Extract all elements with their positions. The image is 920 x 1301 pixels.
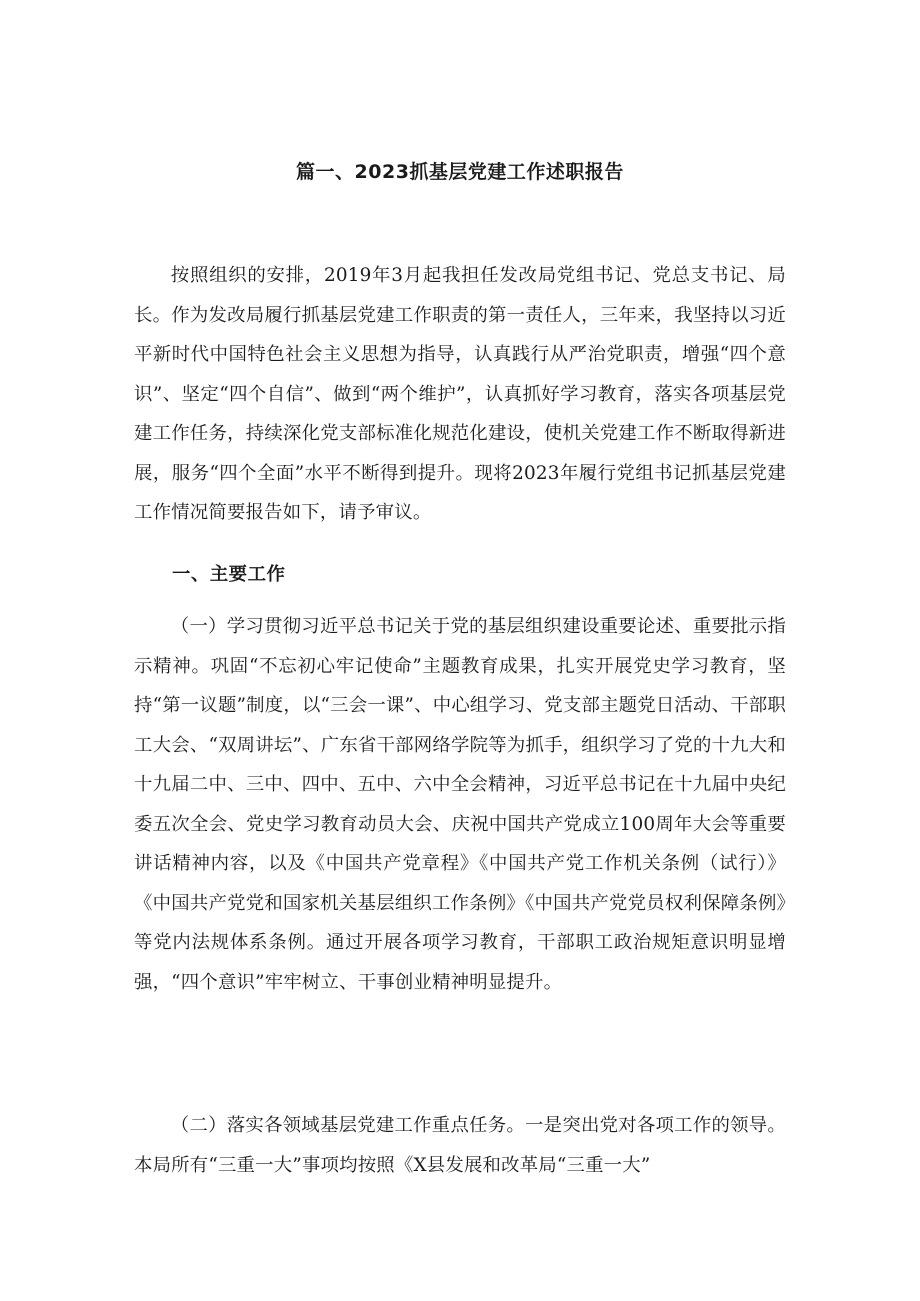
section-paragraph-1: （一）学习贯彻习近平总书记关于党的基层组织建设重要论述、重要批示指示精神。巩固“不忘初心牢记使命”主题教育成果，扎实开展党史学习教育，坚持“第一议题”制度，以“三会一课”、中心组学习、党支部主题党日活动、干部职工大会、“双周讲坛”、广东省干部网络学院等为抓手，组织学习了党的十九大和十九届二中、三中、四中、五中、六中全会精神，习近平总书记在十九届中央纪委五次全会、党史学习教育动员大会、庆祝中国共产党成立100周年大会等重要讲话精神内容，以及《中国共产党章程》《中国共产党工作机关条例（试行）》《中国共产党党和国家机关基层组织工作条例》《中国共产党党员权利保障条例》等党内法规体系条例。通过开展各项学习教育，干部职工政治规矩意识明显增强，“四个意识”牢牢树立、干事创业精神明显提升。: [134, 616, 786, 993]
document-title: 篇一、2023抓基层党建工作述职报告: [296, 161, 624, 183]
intro-paragraph: 按照组织的安排，2019年3月起我担任发改局党组书记、党总支书记、局长。作为发改局履行抓基层党建工作职责的第一责任人，三年来，我坚持以习近平新时代中国特色社会主义思想为指导，认真践行从严治党职责，增强“四个意识”、坚定“四个自信”、做到“两个维护”，认真抓好学习教育，落实各项基层党建工作任务，持续深化党支部标准化规范化建设，使机关党建工作不断取得新进展，服务“四个全面”水平不断得到提升。现将2023年履行党组书记抓基层党建工作情况简要报告如下，请予审议。: [134, 265, 786, 523]
section-heading-main-work: 一、主要工作: [172, 564, 286, 585]
section-paragraph-2: （二）落实各领域基层党建工作重点任务。一是突出党对各项工作的领导。本局所有“三重一大”事项均按照《X县发展和改革局“三重一大”: [134, 1115, 786, 1176]
